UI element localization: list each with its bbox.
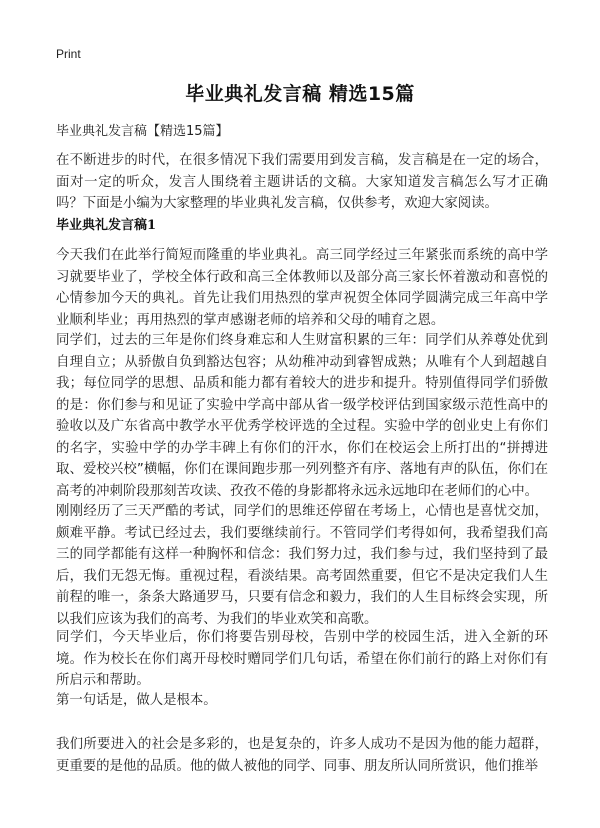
body-paragraph: 我们所要进入的社会是多彩的，也是复杂的，许多人成功不是因为他的能力超群，更重要的是他的品质。他的做人被他的同学、同事、朋友所认同所赏识，他们推举 — [56, 737, 548, 774]
document-subtitle: 毕业典礼发言稿【精选15篇】 — [56, 124, 229, 139]
body-paragraph: 同学们，过去的三年是你们终身难忘和人生财富积累的三年：同学们从养尊处优到自理自立；从骄傲自负到豁达包容；从幼稚冲动到睿智成熟；从唯有个人到超越自我；每位同学的思想、品质和能力都有着较大的进步和提升。特别值得同学们骄傲的是：你们参与和见证了实验中学高中部从省一级学校评估到国家级示范性高中的验收以及广东省高中教学水平优秀学校评选的全过程。实验中学的创业史上有你们的名字，实验中学的办学丰碑上有你们的汗水，你们在校运会上所打出的“拼搏进取、爱校兴校”横幅，你们在课间跑步那一列列整齐有序、落地有声的队伍，你们在高考的冲刺阶段那刻苦攻读、孜孜不倦的身影都将永远永远地印在老师们的心中。 — [56, 333, 548, 499]
body-paragraph: 同学们，今天毕业后，你们将要告别母校，告别中学的校园生活，进入全新的环境。作为校长在你们离开母校时赠同学们几句话，希望在你们前行的路上对你们有所启示和帮助。 — [56, 630, 548, 688]
body-paragraph: 今天我们在此举行简短而隆重的毕业典礼。高三同学经过三年紧张而系统的高中学习就要毕业了，学校全体行政和高三全体教师以及部分高三家长怀着激动和喜悦的心情参加今天的典礼。首先让我们用热烈的掌声祝贺全体同学圆满完成三年高中学业顺利毕业；再用热烈的掌声感谢老师的培养和父母的哺育之恩。 — [56, 248, 548, 328]
section-heading: 毕业典礼发言稿1 — [56, 218, 157, 233]
print-label[interactable]: Print — [56, 47, 81, 61]
body-paragraph: 第一句话是，做人是根本。 — [56, 693, 217, 708]
document-title: 毕业典礼发言稿 精选15篇 — [185, 83, 415, 105]
intro-paragraph: 在不断进步的时代，在很多情况下我们需要用到发言稿，发言稿是在一定的场合，面对一定的听众，发言人围绕着主题讲话的文稿。大家知道发言稿怎么写才正确吗？下面是小编为大家整理的毕业典礼发言稿，仅供参考，欢迎大家阅读。 — [56, 153, 548, 211]
body-paragraph: 刚刚经历了三天严酷的考试，同学们的思维还停留在考场上，心情也是喜忧交加，颇难平静。考试已经过去，我们要继续前行。不管同学们考得如何，我希望我们高三的同学都能有这样一种胸怀和信念：我们努力过，我们参与过，我们坚持到了最后，我们无怨无悔。重视过程，看淡结果。高考固然重要，但它不是决定我们人生前程的唯一，条条大路通罗马，只要有信念和毅力，我们的人生目标终会实现，所以我们应该为我们的高考、为我们的毕业欢笑和高歌。 — [56, 504, 548, 627]
